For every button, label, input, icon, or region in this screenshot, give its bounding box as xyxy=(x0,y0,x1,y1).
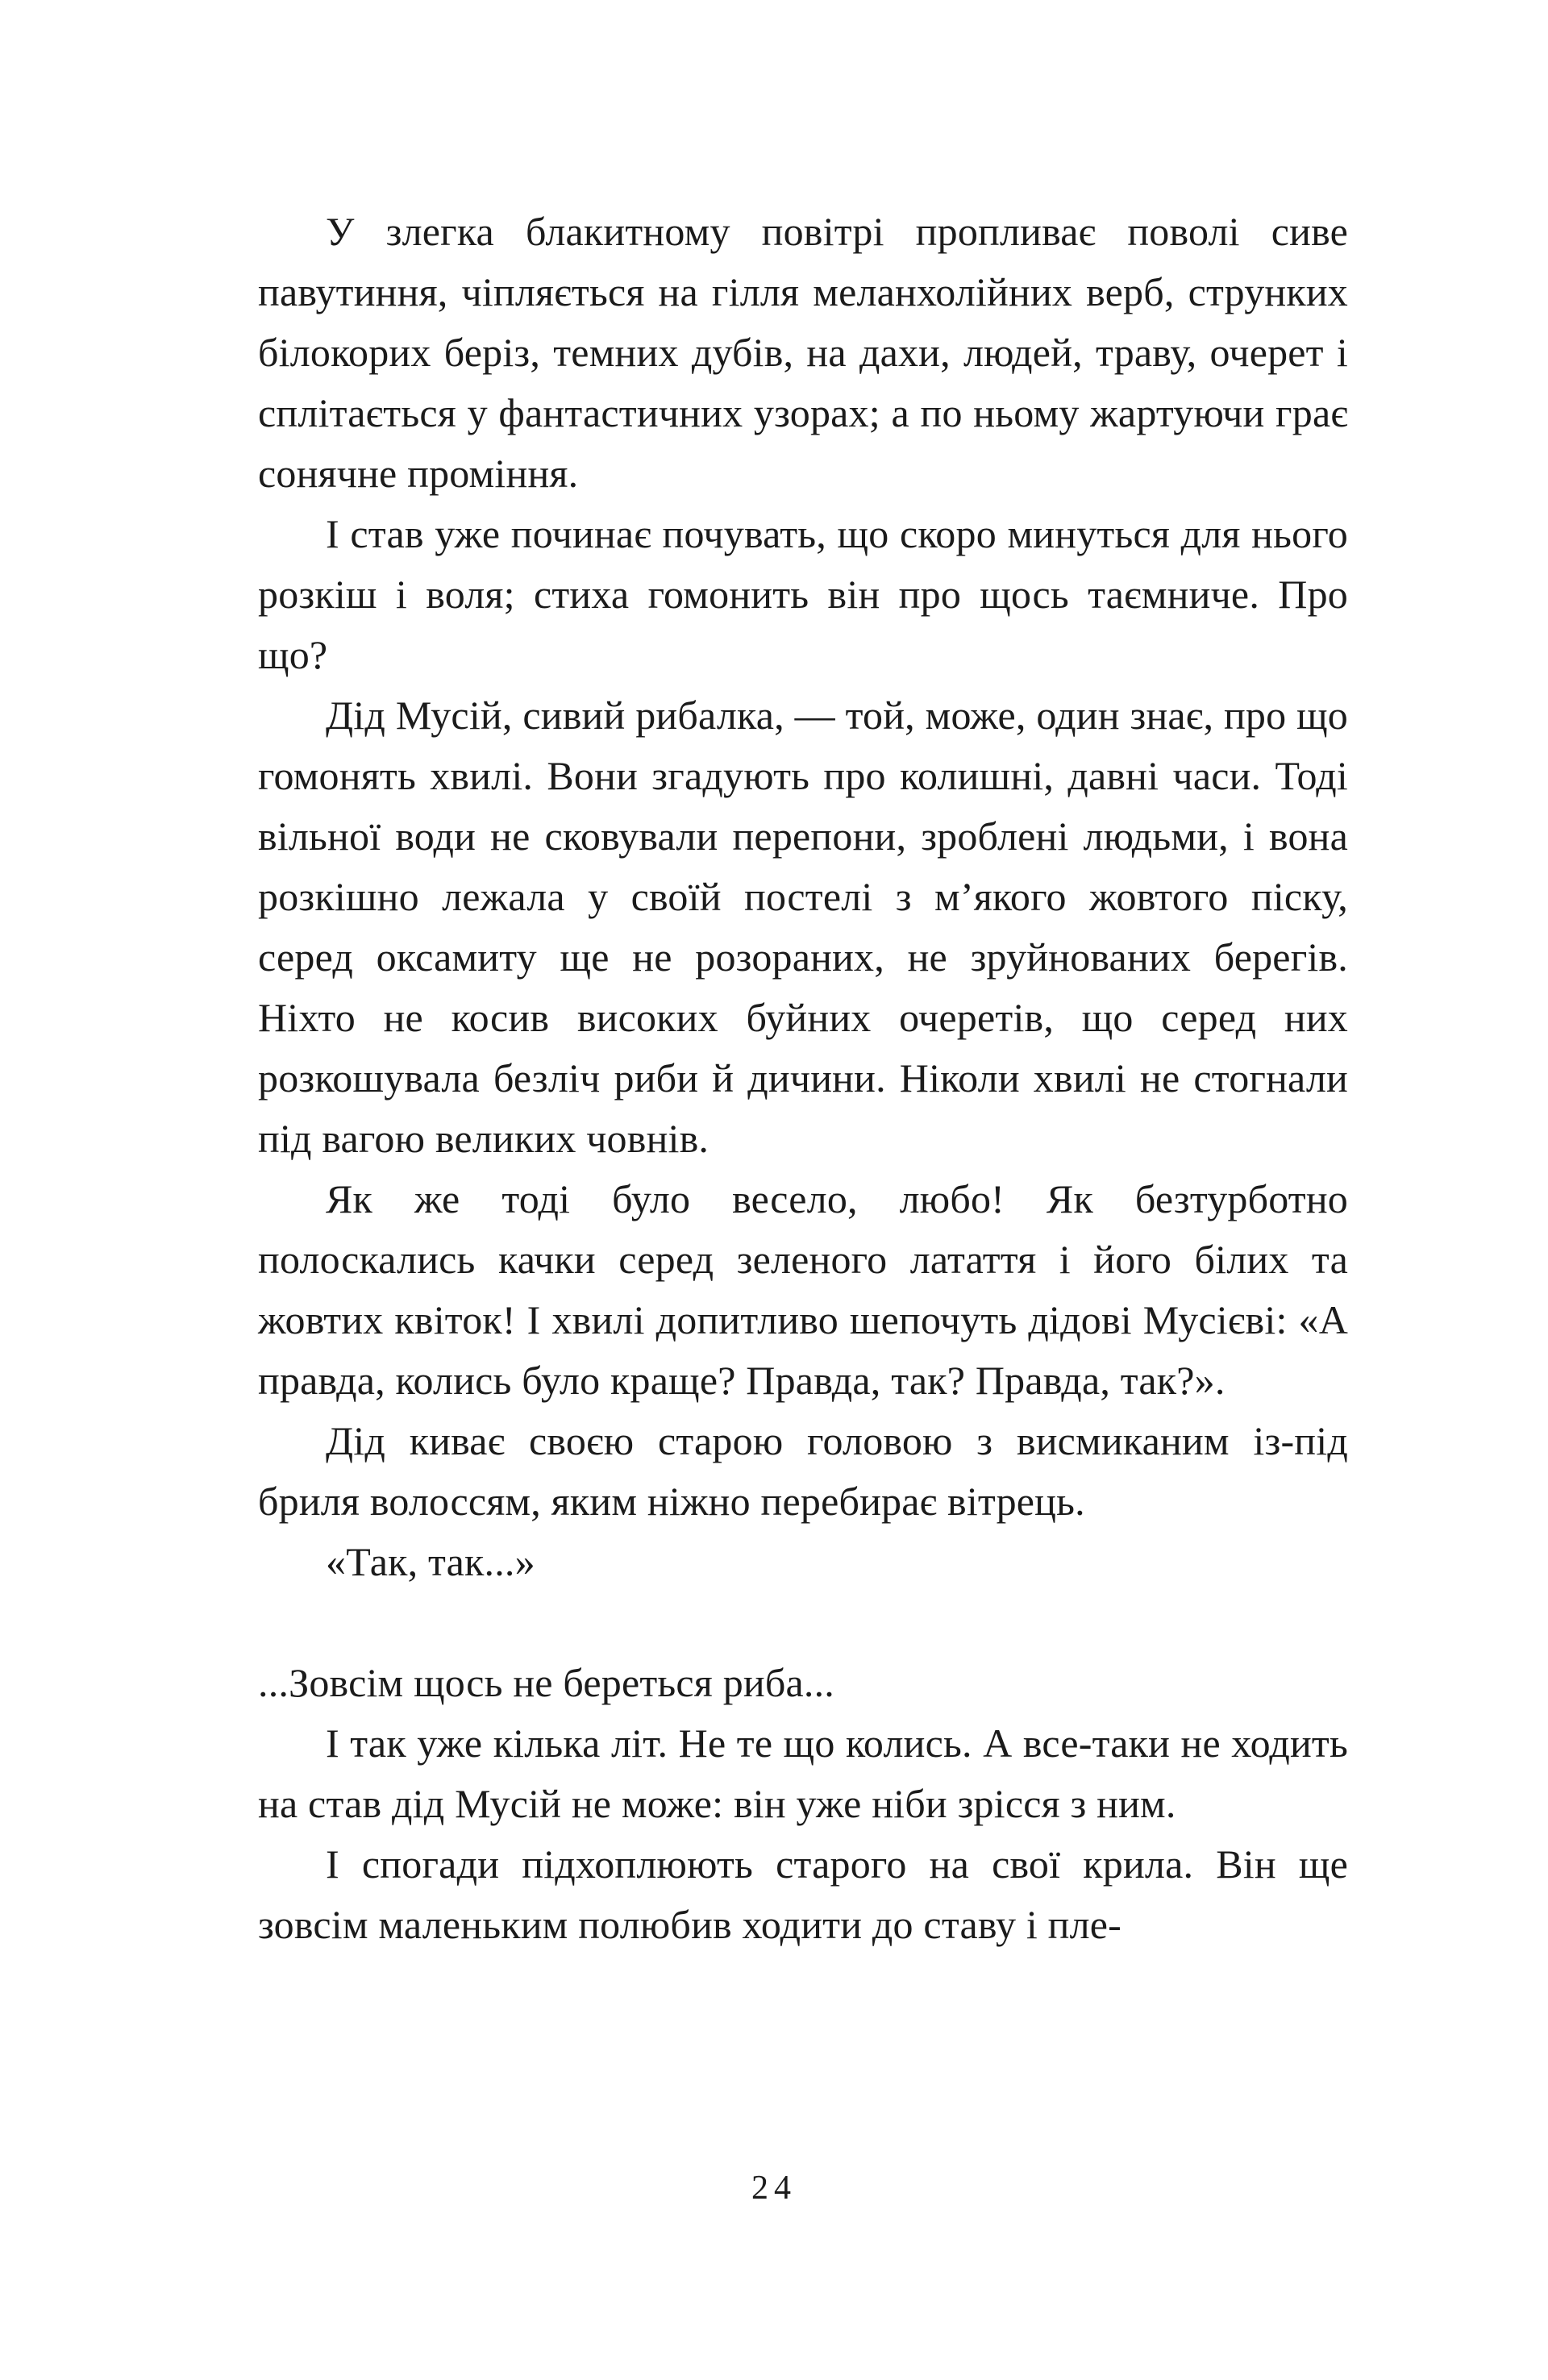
page-text xyxy=(258,202,1348,1955)
paragraph-5: Дід киває своєю старою головою з висмиканим із-під бриля волоссям, яким ніжно перебирає вітрець. xyxy=(258,1418,1348,1524)
paragraph-2: І став уже починає почувать, що скоро минуться для нього розкіш і воля; стиха гомонить він про щось таємниче. Про що? xyxy=(258,511,1348,677)
paragraph-7: ...Зовсім щось не береться риба... xyxy=(258,1660,834,1705)
paragraph-6: «Так, так...» xyxy=(326,1539,535,1584)
paragraph-4: Як же тоді було весело, любо! Як безтурботно полоскались качки серед зеленого латаття і його білих та жовтих квіток! І хвилі допитливо шепочуть дідові Мусієві: «А правда, колись було краще? Правда, так? Правда, так?». xyxy=(258,1176,1348,1403)
paragraph-8: І так уже кілька літ. Не те що колись. А все-таки не ходить на став дід Мусій не може: він уже ніби зрісся з ним. xyxy=(258,1721,1348,1826)
paragraph-9: І спогади підхоплюють старого на свої крила. Він ще зовсім маленьким полюбив ходити до ставу і пле- xyxy=(258,1841,1348,1947)
paragraph-3: Дід Мусій, сивий рибалка, — той, може, один знає, про що гомонять хвилі. Вони згадують про колишні, давні часи. Тоді вільної води не сковували перепони, зроблені людьми, і вона розкішно лежала у своїй постелі з м’якого жовтого піску, серед оксамиту ще не розораних, не зруйнованих берегів. Ніхто не косив високих буйних очеретів, що серед них розкошувала безліч риби й дичини. Ніколи хвилі не стогнали під вагою великих човнів. xyxy=(258,693,1348,1161)
page-number: 24 xyxy=(751,2170,797,2207)
paragraph-1: У злегка блакитному повітрі пропливає поволі сиве павутиння, чіпляється на гілля меланхолійних верб, струнких білокорих беріз, темних дубів, на дахи, людей, траву, очерет і сплітається у фантастичних узорах; а по ньому жартуючи грає сонячне проміння. xyxy=(258,209,1348,496)
